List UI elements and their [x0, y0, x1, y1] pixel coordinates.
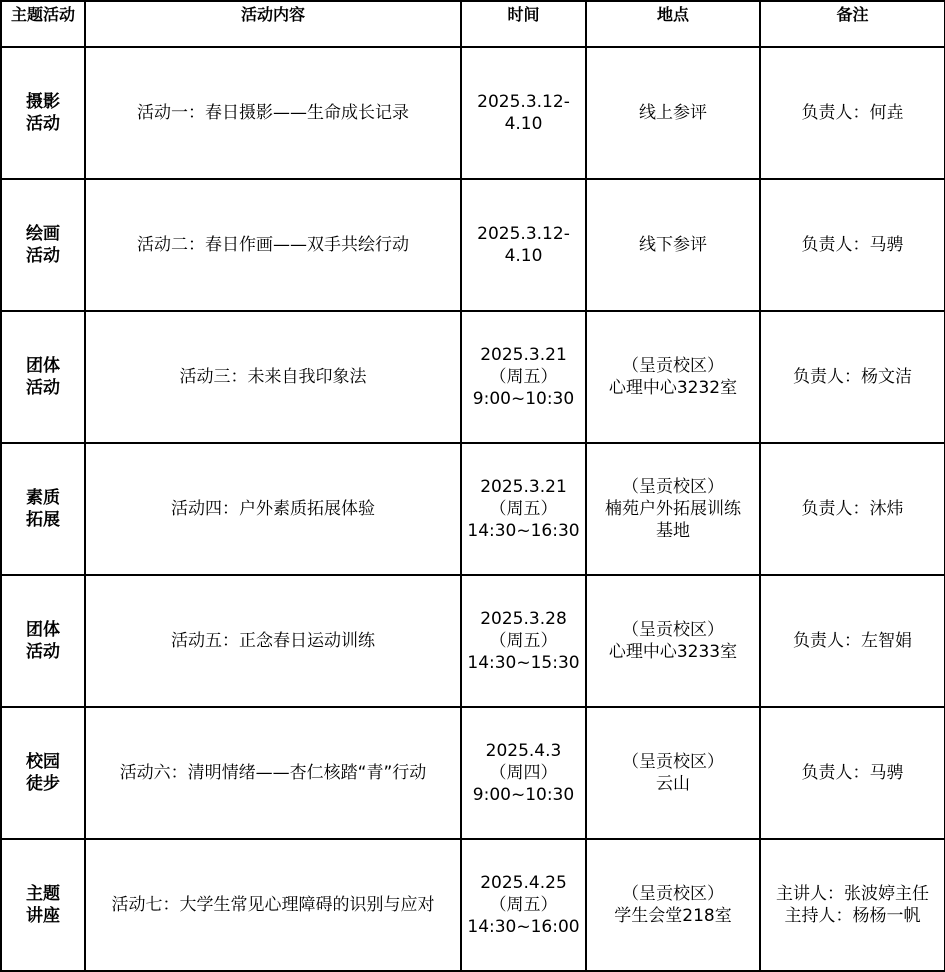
- theme-line: 讲座: [26, 906, 60, 926]
- time-line: （周五）: [489, 499, 558, 519]
- time-cell: [461, 47, 586, 179]
- note-cell: [760, 707, 945, 839]
- place-line: 云山: [656, 774, 690, 794]
- place-line: （呈贡校区）: [622, 356, 724, 376]
- place-cell: [586, 839, 760, 971]
- time-cell: [461, 179, 586, 311]
- time-cell: [461, 707, 586, 839]
- table-row: [1, 179, 945, 311]
- content-cell: 活动四：户外素质拓展体验: [85, 443, 461, 575]
- place-line: 心理中心3233室: [608, 642, 738, 662]
- place-cell: [586, 311, 760, 443]
- time-line: 2025.3.12-4.10: [477, 224, 570, 266]
- theme-line: 拓展: [26, 510, 60, 530]
- place-line: 线上参评: [639, 103, 707, 123]
- note-line: 负责人：杨文洁: [793, 367, 912, 387]
- content-cell: 活动二：春日作画——双手共绘行动: [85, 179, 461, 311]
- table-row: [1, 575, 945, 707]
- time-line: 2025.4.3: [485, 741, 562, 761]
- time-line: 14:30~16:30: [467, 521, 580, 541]
- place-cell: [586, 575, 760, 707]
- time-line: 14:30~16:00: [467, 917, 580, 937]
- theme-cell: [1, 575, 85, 707]
- theme-cell: [1, 707, 85, 839]
- content-cell: 活动六：清明情绪——杏仁核踏“青”行动: [85, 707, 461, 839]
- theme-line: 绘画: [26, 224, 60, 244]
- place-cell: [586, 179, 760, 311]
- time-line: （周五）: [489, 367, 558, 387]
- theme-line: 活动: [26, 378, 60, 398]
- content-cell: 活动七：大学生常见心理障碍的识别与应对: [85, 839, 461, 971]
- header-row: [1, 1, 945, 47]
- note-line: 负责人：沐炜: [801, 499, 904, 519]
- note-line: 负责人：马骋: [801, 763, 904, 783]
- place-line: 学生会堂218室: [614, 906, 732, 926]
- time-line: 2025.3.21: [480, 345, 567, 365]
- header-theme: 主题活动: [1, 1, 85, 47]
- place-cell: [586, 707, 760, 839]
- note-line: 负责人：左智娟: [793, 631, 912, 651]
- time-cell: [461, 575, 586, 707]
- content-cell: 活动三：未来自我印象法: [85, 311, 461, 443]
- theme-line: 团体: [26, 356, 60, 376]
- time-line: 9:00~10:30: [472, 389, 575, 409]
- time-line: 2025.3.28: [480, 609, 567, 629]
- time-cell: [461, 839, 586, 971]
- place-line: 心理中心3232室: [608, 378, 738, 398]
- theme-line: 摄影: [26, 92, 60, 112]
- theme-line: 主题: [26, 884, 60, 904]
- time-line: 9:00~10:30: [472, 785, 575, 805]
- theme-cell: [1, 47, 85, 179]
- theme-line: 校园: [26, 752, 60, 772]
- time-line: 2025.3.21: [480, 477, 567, 497]
- theme-line: 活动: [26, 114, 60, 134]
- time-line: 2025.4.25: [480, 873, 567, 893]
- time-cell: [461, 311, 586, 443]
- note-line: 负责人：何垚: [801, 103, 904, 123]
- note-cell: [760, 839, 945, 971]
- content-cell: 活动一：春日摄影——生命成长记录: [85, 47, 461, 179]
- theme-cell: [1, 839, 85, 971]
- note-cell: [760, 575, 945, 707]
- time-line: 14:30~15:30: [467, 653, 580, 673]
- time-cell: [461, 443, 586, 575]
- theme-cell: [1, 179, 85, 311]
- theme-cell: [1, 443, 85, 575]
- place-line: （呈贡校区）: [622, 884, 724, 904]
- place-line: （呈贡校区）: [622, 620, 724, 640]
- theme-line: 徒步: [26, 774, 60, 794]
- note-line: 主讲人：张波婷主任: [776, 884, 929, 904]
- time-line: （周五）: [489, 895, 558, 915]
- time-line: （周五）: [489, 631, 558, 651]
- header-time: 时间: [461, 1, 586, 47]
- table-row: [1, 839, 945, 971]
- place-line: 楠苑户外拓展训练: [605, 499, 741, 519]
- table-row: [1, 311, 945, 443]
- place-line: （呈贡校区）: [622, 752, 724, 772]
- note-line: 负责人：马骋: [801, 235, 904, 255]
- table-row: [1, 47, 945, 179]
- header-content: 活动内容: [85, 1, 461, 47]
- theme-line: 活动: [26, 246, 60, 266]
- content-cell: 活动五：正念春日运动训练: [85, 575, 461, 707]
- note-cell: [760, 179, 945, 311]
- note-cell: [760, 443, 945, 575]
- place-cell: [586, 47, 760, 179]
- table-row: [1, 443, 945, 575]
- time-line: （周四）: [489, 763, 558, 783]
- place-cell: [586, 443, 760, 575]
- theme-cell: [1, 311, 85, 443]
- place-line: （呈贡校区）: [622, 477, 724, 497]
- theme-line: 团体: [26, 620, 60, 640]
- note-cell: [760, 311, 945, 443]
- header-note: 备注: [760, 1, 945, 47]
- time-line: 2025.3.12-4.10: [477, 92, 570, 134]
- header-place: 地点: [586, 1, 760, 47]
- theme-line: 素质: [26, 488, 60, 508]
- theme-line: 活动: [26, 642, 60, 662]
- table-row: [1, 707, 945, 839]
- place-line: 线下参评: [639, 235, 707, 255]
- note-line: 主持人：杨杨一帆: [784, 906, 921, 926]
- note-cell: [760, 47, 945, 179]
- place-line: 基地: [656, 521, 690, 541]
